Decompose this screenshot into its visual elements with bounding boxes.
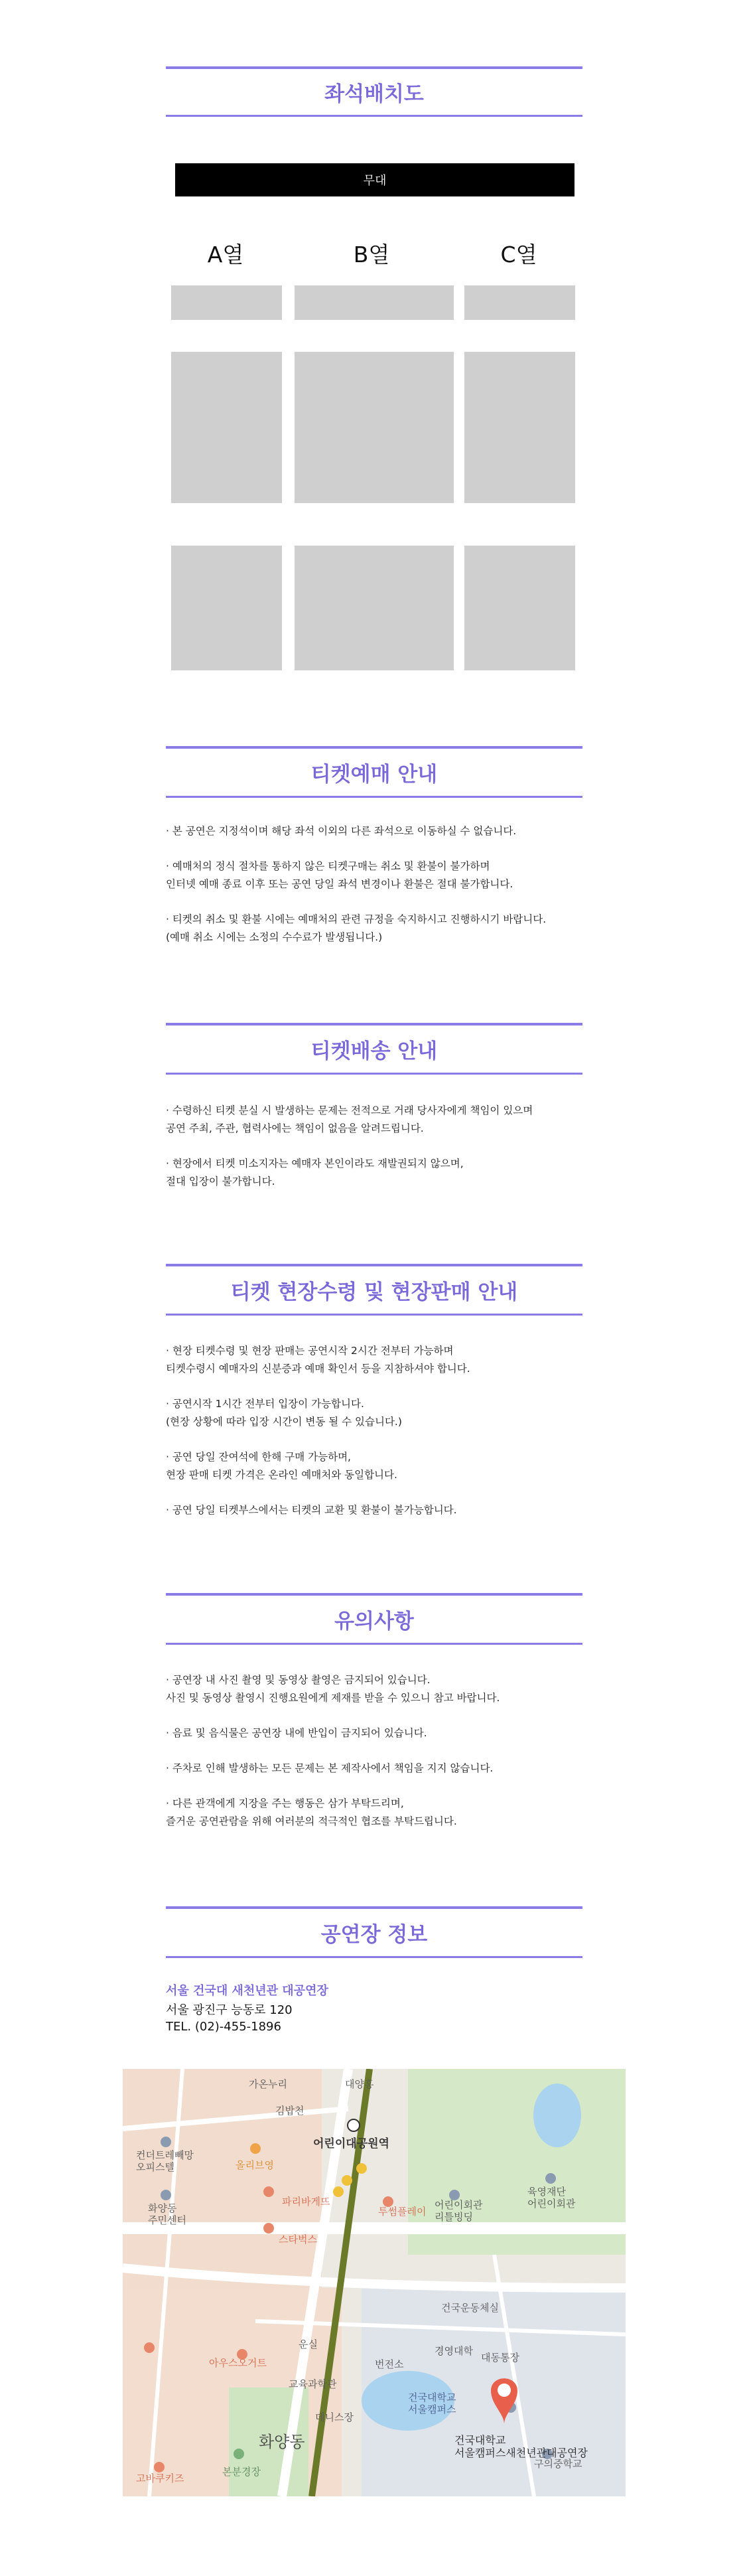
map-label-station: 어린이대공원역: [313, 2137, 389, 2151]
map-label: 화양동: [259, 2433, 305, 2451]
seat-block-a1: [171, 285, 282, 320]
notice-item: · 다른 관객에게 지장을 주는 행동은 삼가 부탁드리며, 즐거운 공연관람을 위해 여러분의 적극적인 협조를 부탁드립니다.: [166, 1797, 457, 1827]
seat-block-b1: [295, 285, 454, 320]
reservation-item: · 티켓의 취소 및 환불 시에는 예매처의 관련 규정을 숙지하시고 진행하시기 바랍니다. (예매 취소 시에는 소정의 수수료가 발생됩니다.): [166, 913, 547, 943]
map-label: 운실: [299, 2338, 318, 2350]
map-label: 아우스오거트: [209, 2357, 267, 2369]
onsite-item: · 공연 당일 티켓부스에서는 티켓의 교환 및 환불이 불가능합니다.: [166, 1504, 457, 1516]
map-label: 투썸플레이: [378, 2206, 427, 2218]
onsite-title: 티켓 현장수령 및 현장판매 안내: [166, 1264, 582, 1316]
map-label: 본분경장: [222, 2466, 261, 2478]
map-label: 건국대학교 서울캠퍼스: [408, 2391, 456, 2415]
seat-block-b3: [295, 546, 454, 670]
onsite-info: [166, 1342, 590, 1537]
seat-block-a3: [171, 546, 282, 670]
venue-address: 서울 광진구 능동로 120: [166, 2003, 293, 2017]
map-label: 경영대학: [435, 2345, 473, 2357]
map-label: 교육과학관: [289, 2378, 337, 2390]
venue-phone: TEL. (02)-455-1896: [166, 2020, 281, 2034]
venue-map[interactable]: [123, 2069, 626, 2496]
reservation-info: [166, 822, 590, 964]
map-label: 고바쿠키즈: [136, 2472, 184, 2484]
seat-block-b2: [295, 352, 454, 503]
seat-block-c2: [464, 352, 575, 503]
column-label-b: B열: [353, 242, 390, 267]
map-label: 화양동 주민센터: [148, 2202, 186, 2226]
seat-block-a2: [171, 352, 282, 503]
map-label: 육영재단 어린이회관: [527, 2186, 576, 2210]
delivery-title: 티켓배송 안내: [166, 1023, 582, 1075]
map-label: 컨더트레빼망 오피스텔: [136, 2149, 194, 2173]
map-label: 건국운동체실: [441, 2302, 499, 2314]
column-label-a: A열: [207, 242, 244, 267]
delivery-item: · 수령하신 티켓 분실 시 발생하는 문제는 전적으로 거래 당사자에게 책임이 있으며 공연 주최, 주관, 협력사에는 책임이 없음을 알려드립니다.: [166, 1104, 533, 1134]
station-marker: [348, 2119, 360, 2131]
onsite-item: · 공연시작 1시간 전부터 입장이 가능합니다. (현장 상황에 따라 입장 시간이 변동 될 수 있습니다.): [166, 1398, 402, 1428]
map-label: 대양홍: [345, 2078, 374, 2090]
map-label: 구의중학교: [534, 2458, 582, 2470]
notice-item: · 공연장 내 사진 촬영 및 동영상 촬영은 금지되어 있습니다. 사진 및 동영상 촬영시 진행요원에게 제재를 받을 수 있으니 참고 바랍니다.: [166, 1674, 500, 1704]
map-label: 어린이회관 리틀빙딩: [435, 2199, 483, 2223]
delivery-info: [166, 1102, 590, 1208]
reservation-title: 티켓예매 안내: [166, 746, 582, 798]
reservation-item: · 예매처의 정식 절차를 통하지 않은 티켓구매는 취소 및 환불이 불가하며 인터넷 예매 종료 이후 또는 공연 당일 좌석 변경이나 환불은 절대 불가합니다.: [166, 860, 513, 890]
onsite-item: · 현장 티켓수령 및 현장 판매는 공연시작 2시간 전부터 가능하며 티켓수령시 예매자의 신분증과 예매 확인서 등을 지참하셔야 합니다.: [166, 1345, 470, 1375]
map-label: 올리브영: [236, 2159, 274, 2171]
onsite-item: · 공연 당일 잔여석에 한해 구매 가능하며, 현장 판매 티켓 가격은 온라인 예매처와 동일합니다.: [166, 1451, 397, 1481]
map-label: 데니스장: [315, 2411, 354, 2423]
reservation-item: · 본 공연은 지정석이며 해당 좌석 이외의 다른 좌석으로 이동하실 수 없습니다.: [166, 825, 517, 837]
seating-title: 좌석배치도: [166, 66, 582, 117]
map-venue-label: 건국대학교 서울캠퍼스새천년관대공연장: [454, 2434, 588, 2460]
map-label: 번전소: [375, 2358, 404, 2370]
notice-item: · 주차로 인해 발생하는 모든 문제는 본 제작사에서 책임을 지지 않습니다.: [166, 1762, 494, 1774]
venue-name: 서울 건국대 새천년관 대공연장: [166, 1984, 328, 1998]
map-label: 파리바게뜨: [282, 2196, 330, 2208]
map-label: 대동통장: [481, 2352, 519, 2364]
seat-block-c3: [464, 546, 575, 670]
notice-info: [166, 1671, 590, 1848]
stage-bar: 무대: [175, 163, 574, 196]
map-label: 가온누리: [249, 2078, 287, 2090]
map-block-west: [123, 2069, 322, 2288]
map-label: 김밥천: [275, 2105, 304, 2117]
venue-title: 공연장 정보: [166, 1906, 582, 1958]
notice-title: 유의사항: [166, 1593, 582, 1645]
seat-block-c1: [464, 285, 575, 320]
map-lake: [533, 2084, 581, 2147]
column-label-c: C열: [500, 242, 537, 267]
map-label: 스타벅스: [279, 2234, 317, 2245]
delivery-item: · 현장에서 티켓 미소지자는 예매자 본인이라도 재발권되지 않으며, 절대 입장이 불가합니다.: [166, 1158, 464, 1187]
notice-item: · 음료 및 음식물은 공연장 내에 반입이 금지되어 있습니다.: [166, 1727, 427, 1739]
